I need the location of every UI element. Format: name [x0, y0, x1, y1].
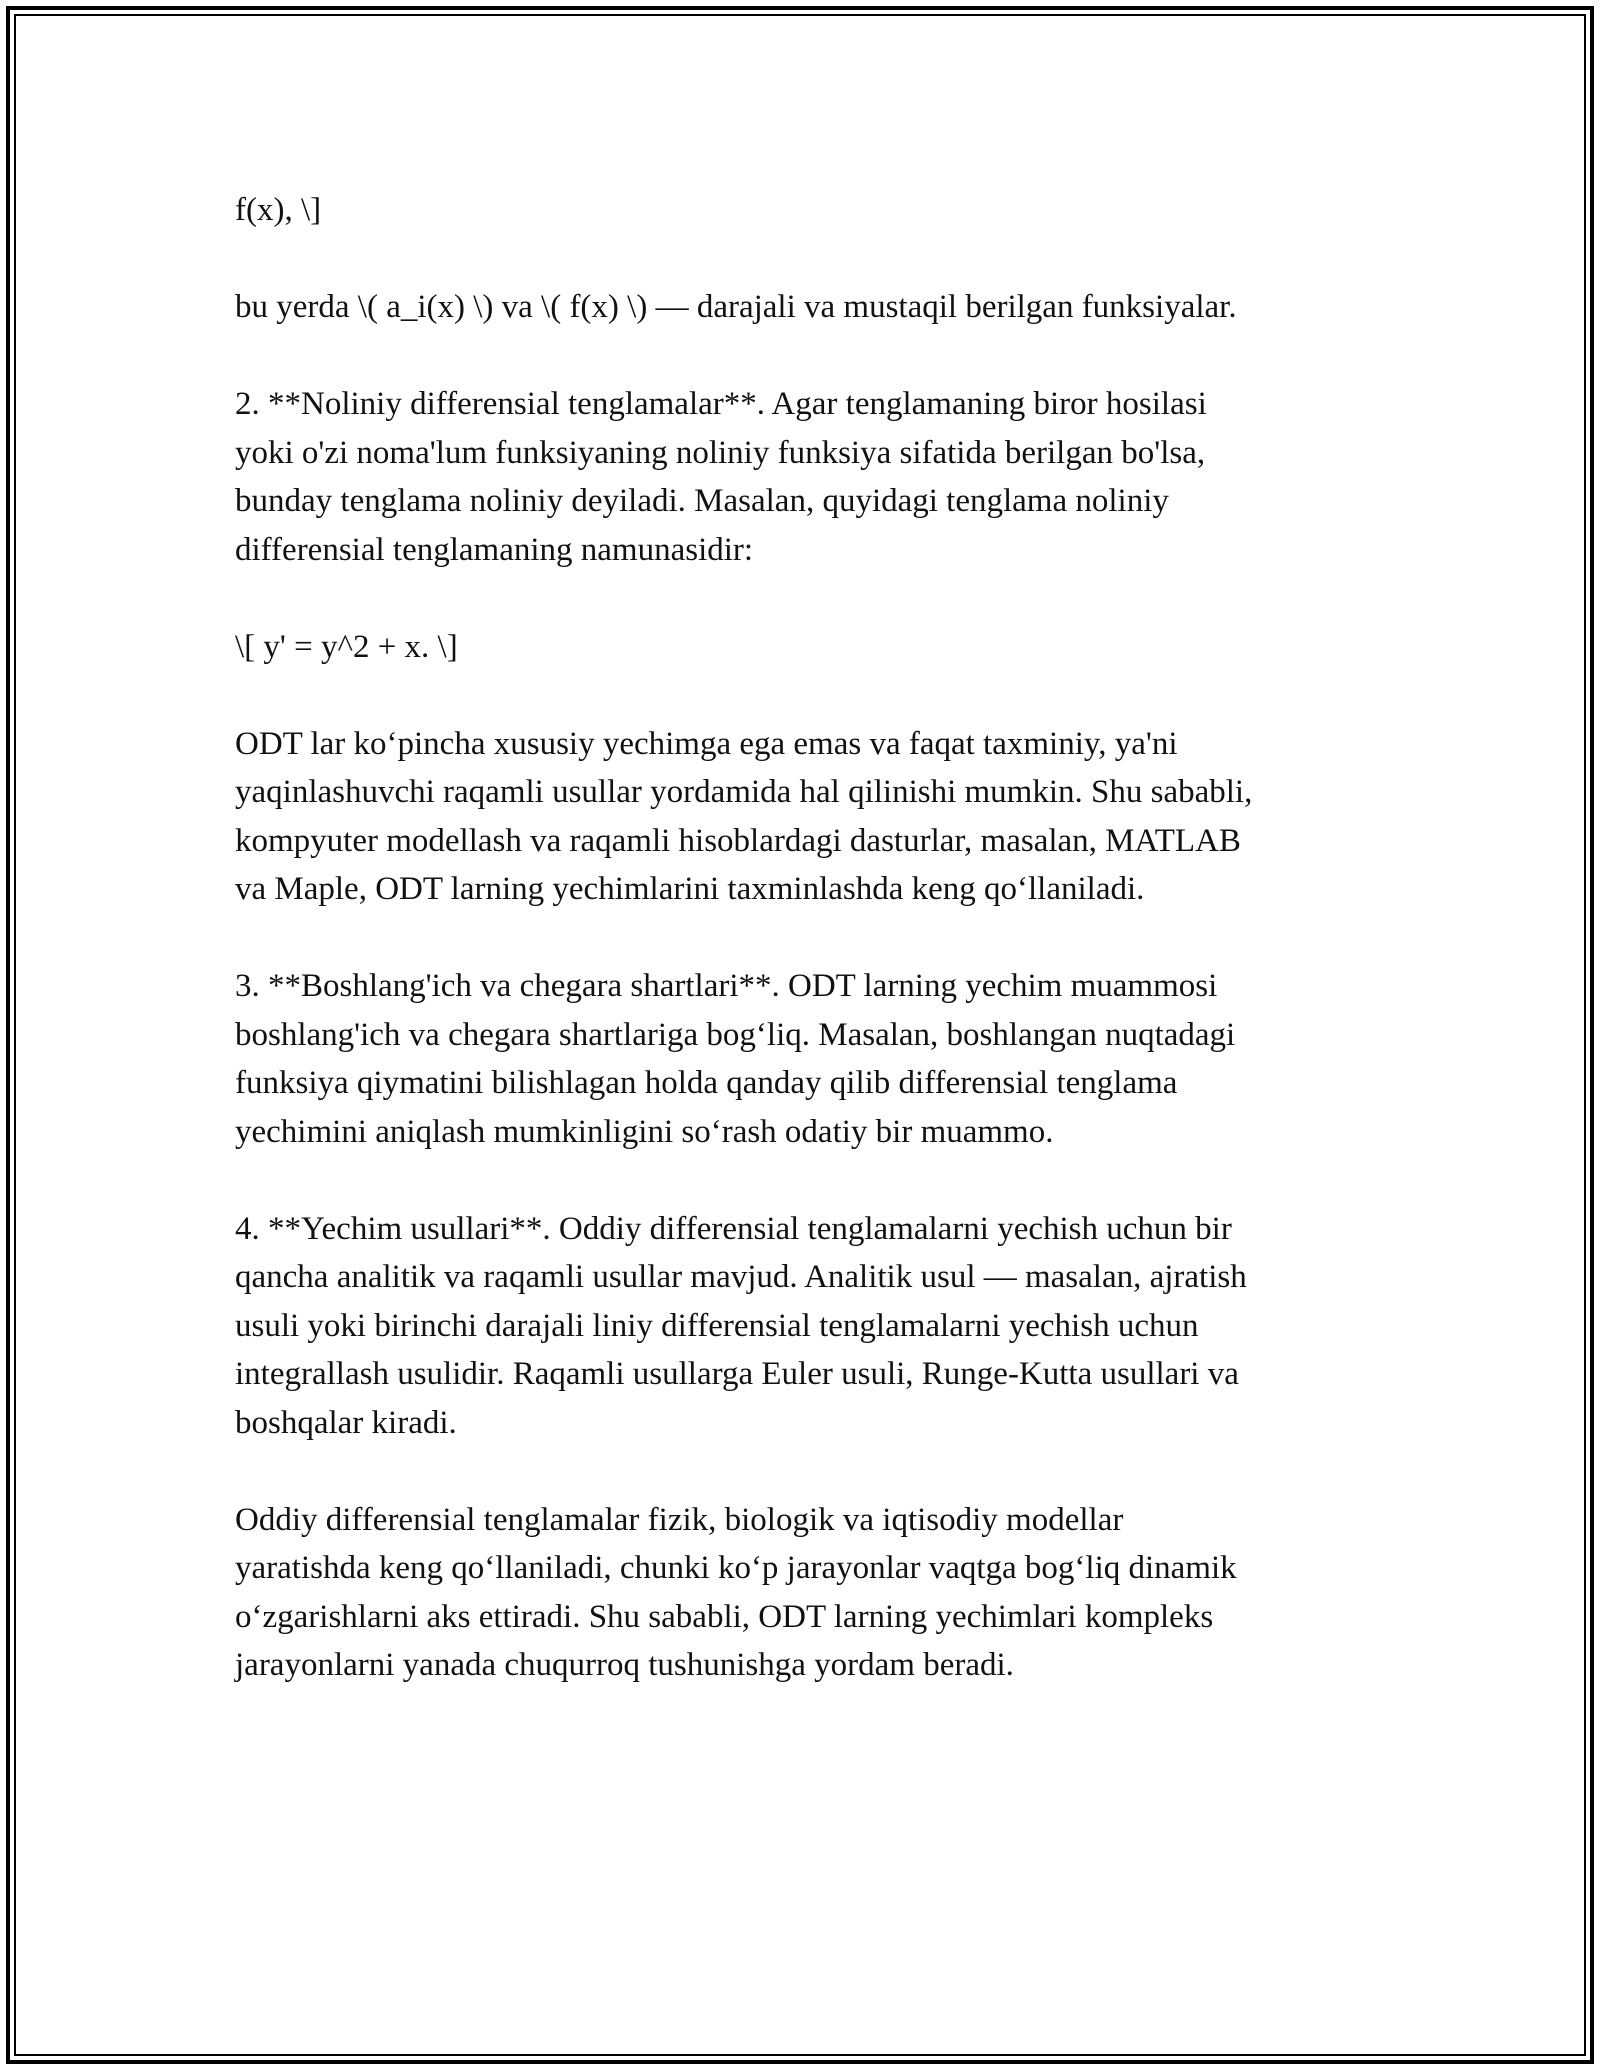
paragraph-definition: bu yerda \( a_i(x) \) va \( f(x) \) — darajali va mustaqil berilgan funksiyalar. [235, 289, 1237, 325]
paragraph-numerical-methods: ODT lar ko‘pincha xususiy yechimga ega emas va faqat taxminiy, ya'ni yaqinlashuvchi raqamli usullar yordamida hal qilinishi mumkin. Shu sababli, kompyuter modellash va raqamli hisoblardagi dasturlar, masalan, MATLAB va Maple, ODT larning yechimlarini taxminlashda keng qo‘llaniladi. [235, 725, 1253, 907]
paragraph-nonlinear-equations: 2. **Noliniy differensial tenglamalar**. Agar tenglamaning biror hosilasi yoki o'zi noma'lum funksiyaning noliniy funksiya sifatida berilgan bo'lsa, bunday tenglama noliniy deyiladi. Masalan, quyidagi tenglama noliniy differensial tenglamaning namunasidir: [235, 386, 1207, 568]
paragraph-conclusion: Oddiy differensial tenglamalar fizik, biologik va iqtisodiy modellar yaratishda keng qo‘llaniladi, chunki ko‘p jarayonlar vaqtga bog‘liq dinamik o‘zgarishlarni aks ettiradi. Shu sababli, ODT larning yechimlari kompleks jarayonlarni yanada chuqurroq tushunishga yordam beradi. [235, 1501, 1237, 1683]
document-body [235, 186, 1375, 1738]
paragraph-initial-boundary-conditions: 3. **Boshlang'ich va chegara shartlari**. ODT larning yechim muammosi boshlang'ich va chegara shartlariga bog‘liq. Masalan, boshlangan nuqtadagi funksiya qiymatini bilishlagan holda qanday qilib differensial tenglama yechimini aniqlash mumkinligini so‘rash odatiy bir muammo. [235, 968, 1236, 1150]
equation-example: \[ y' = y^2 + x. \] [235, 628, 458, 665]
paragraph-solution-methods: 4. **Yechim usullari**. Oddiy differensial tenglamalarni yechish uchun bir qancha analitik va raqamli usullar mavjud. Analitik usul — masalan, ajratish usuli yoki birinchi darajali liniy differensial tenglamalarni yechish uchun integrallash usulidir. Raqamli usullarga Euler usuli, Runge-Kutta usullari va boshqalar kiradi. [235, 1210, 1247, 1441]
equation-fragment: f(x), \] [235, 192, 322, 228]
